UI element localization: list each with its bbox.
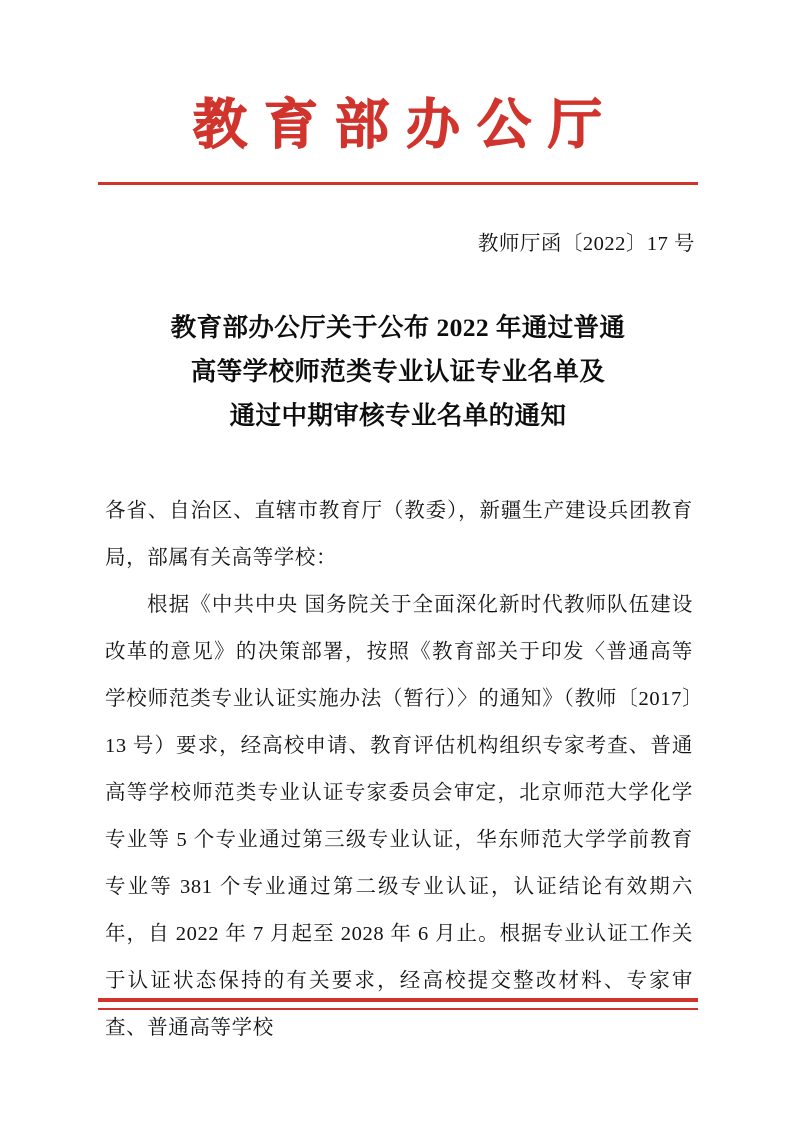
document-number: 教师厅函〔2022〕17 号 — [477, 233, 695, 255]
footer-divider-rule-thin — [98, 1008, 698, 1010]
body-paragraph-1: 根据《中共中央 国务院关于全面深化新时代教师队伍建设改革的意见》的决策部署，按照《教育部关于印发〈普通高等学校师范类专业认证实施办法（暂行）〉的通知》（教师〔2017〕13 号）要求，经高校申请、教育评估机构组织专家考查、普通高等学校师范类专业认证专家委员会审定，北京师范大学化学专业等 5 个专业通过第三级专业认证，华东师范大学学前教育专业等 381 个专业通过第二级专业认证，认证结论有效期六年，自 2022 年 7 月起至 2028 年 6 月止。根据专业认证工作关于认证状态保持的有关要求，经高校提交整改材料、专家审查、普通高等学校 — [105, 594, 693, 1039]
document-body — [105, 488, 693, 1052]
page-title — [112, 306, 684, 438]
letterhead-organization-title: 教育部办公厅 — [193, 95, 619, 155]
body-addressee: 各省、自治区、直辖市教育厅（教委），新疆生产建设兵团教育局，部属有关高等学校： — [105, 500, 693, 569]
footer-divider-rule-thick — [98, 998, 698, 1002]
page-title-line-1: 教育部办公厅关于公布 2022 年通过普通 — [170, 313, 626, 342]
page-title-line-3: 通过中期审核专业名单的通知 — [229, 401, 567, 430]
letterhead — [0, 96, 795, 155]
page-title-line-2: 高等学校师范类专业认证专业名单及 — [190, 357, 606, 386]
letterhead-divider-rule — [98, 182, 698, 185]
